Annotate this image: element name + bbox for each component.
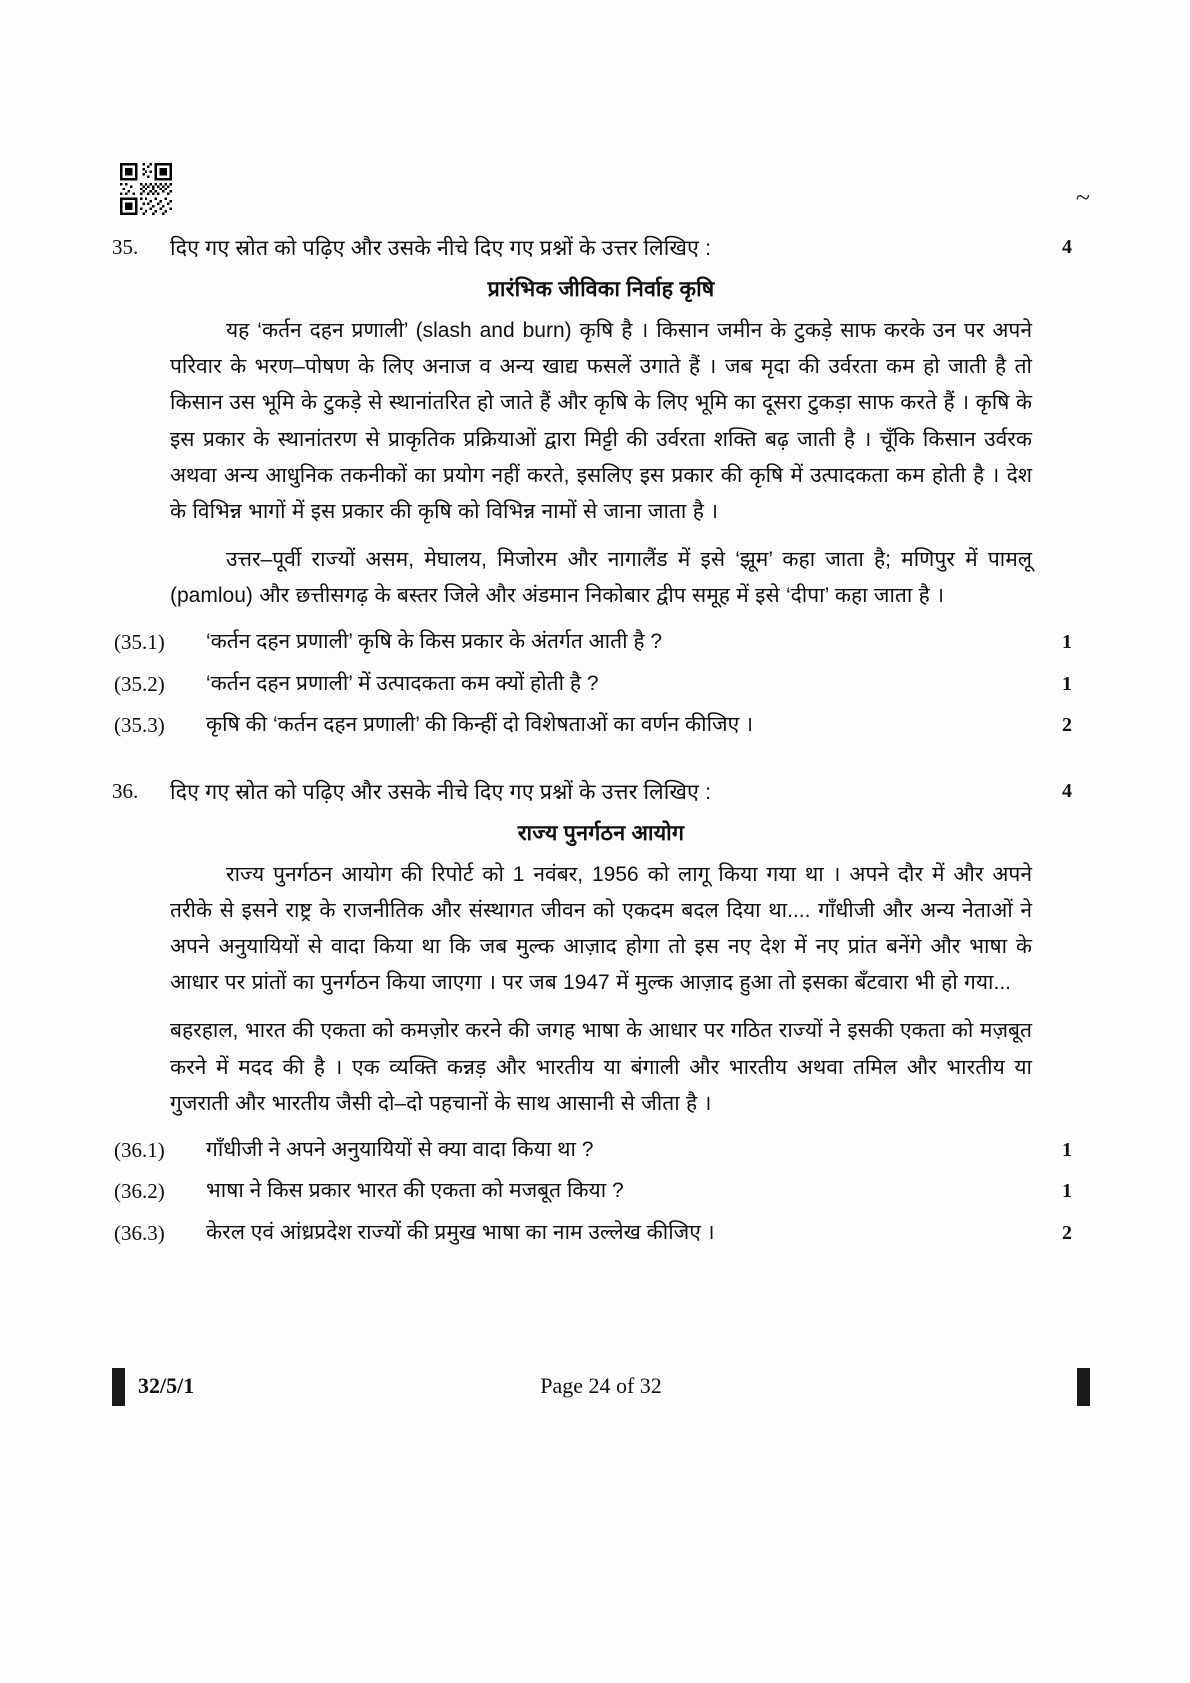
- source-title-36: राज्य पुनर्गठन आयोग: [517, 821, 685, 846]
- source-paragraph: यह ‘कर्तन दहन प्रणाली’ (slash and burn) कृषि है । किसान जमीन के टुकड़े साफ करके उन पर अपने परिवार के भरण–पोषण के लिए अनाज व अन्य खाद्य फसलें उगाते हैं । जब मृदा की उर्वरता कम हो जाती है तो किसान उस भूमि के टुकड़े से स्थानांतरित हो जाते हैं और कृषि के लिए भूमि का दूसरा टुकड़ा साफ करते हैं । कृषि के इस प्रकार के स्थानांतरण से प्राकृतिक प्रक्रियाओं द्वारा मिट्टी की उर्वरता शक्ति बढ़ जाती है । चूँकि किसान उर्वरक अथवा अन्य आधुनिक तकनीकों का प्रयोग नहीं करते, इसलिए इस प्रकार की कृषि में उत्पादकता कम होती है । देश के विभिन्न भागों में इस प्रकार की कृषि को विभिन्न नामों से जाना जाता है ।: [170, 319, 1032, 523]
- source-paragraph: उत्तर–पूर्वी राज्यों असम, मेघालय, मिजोरम और नागालैंड में इसे ‘झूम’ कहा जाता है; मणिपुर में पामलू (pamlou) और छत्तीसगढ़ के बस्तर जिले और अंडमान निकोबार द्वीप समूह में इसे ‘दीपा’ कहा जाता है ।: [170, 547, 1032, 608]
- sub-question-marks: 1: [1062, 1180, 1072, 1203]
- sub-question-36-1: [112, 1134, 1072, 1167]
- sub-question-label: (36.2): [114, 1179, 165, 1204]
- sub-question-marks: 1: [1062, 631, 1072, 654]
- source-paragraph: बहरहाल, भारत की एकता को कमज़ोर करने की जगह भाषा के आधार पर गठित राज्यों ने इसकी एकता को मज़बूत करने में मदद की है । एक व्यक्ति कन्नड़ और भारतीय या बंगाली और भारतीय अथवा तमिल और भारतीय या गुजराती और भारतीय जैसी दो–दो पहचानों के साथ आसानी से जीता है ।: [170, 1019, 1032, 1115]
- corner-mark: ~: [1075, 183, 1090, 212]
- question-36-header: [112, 776, 1072, 808]
- sub-question-marks: 2: [1062, 714, 1072, 737]
- sub-question-text: ‘कर्तन दहन प्रणाली’ कृषि के किस प्रकार के अंतर्गत आती है ?: [206, 630, 663, 654]
- question-36-source: [170, 818, 1032, 1122]
- sub-question-marks: 2: [1062, 1221, 1072, 1244]
- sub-question-36-2: [112, 1175, 1072, 1208]
- question-36-number: 36.: [112, 778, 139, 803]
- question-35-header: [112, 232, 1072, 264]
- sub-question-label: (35.2): [114, 671, 165, 696]
- question-block-36: [112, 776, 1072, 1250]
- sub-question-text: गाँधीजी ने अपने अनुयायियों से क्या वादा किया था ?: [206, 1137, 594, 1161]
- paper-code: 32/5/1: [138, 1373, 195, 1398]
- page-number: Page 24 of 32: [540, 1373, 662, 1398]
- sub-question-text: भाषा ने किस प्रकार भारत की एकता को मजबूत किया ?: [206, 1179, 624, 1203]
- source-paragraph: राज्य पुनर्गठन आयोग की रिपोर्ट को 1 नवंबर, 1956 को लागू किया गया था । अपने दौर में और अपने तरीके से इसने राष्ट्र के राजनीतिक और संस्थागत जीवन को एकदम बदल दिया था.... गाँधीजी और अन्य नेताओं ने अपने अनुयायियों से वादा किया था कि जब मुल्क आज़ाद होगा तो इस नए देश में नए प्रांत बनेंगे और भाषा के आधार पर प्रांतों का पुनर्गठन किया जाएगा । पर जब 1947 में मुल्क आज़ाद हुआ तो इसका बँटवारा भी हो गया...: [170, 863, 1032, 995]
- sub-question-text: कृषि की ‘कर्तन दहन प्रणाली’ की किन्हीं दो विशेषताओं का वर्णन कीजिए ।: [206, 713, 754, 737]
- sub-question-35-3: [112, 709, 1072, 742]
- sub-question-text: केरल एवं आंध्रप्रदेश राज्यों की प्रमुख भाषा का नाम उल्लेख कीजिए ।: [206, 1220, 715, 1244]
- question-content: [112, 232, 1072, 1249]
- question-35-source: [170, 274, 1032, 614]
- question-36-marks: 4: [1062, 779, 1072, 802]
- sub-question-label: (36.1): [114, 1137, 165, 1162]
- sub-question-label: (35.1): [114, 630, 165, 655]
- footer-bar-right: [1077, 1368, 1090, 1406]
- source-title-35: प्रारंभिक जीविका निर्वाह कृषि: [487, 277, 715, 302]
- sub-question-marks: 1: [1062, 1138, 1072, 1161]
- sub-question-36-3: [112, 1217, 1072, 1250]
- sub-question-35-1: [112, 626, 1072, 659]
- sub-question-label: (35.3): [114, 713, 165, 738]
- question-35-number: 35.: [112, 235, 139, 259]
- question-36-stem: दिए गए स्रोत को पढ़िए और उसके नीचे दिए गए प्रश्नों के उत्तर लिखिए :: [170, 779, 712, 804]
- sub-question-text: ‘कर्तन दहन प्रणाली’ में उत्पादकता कम क्यों होती है ?: [206, 671, 599, 695]
- sub-question-35-2: [112, 668, 1072, 701]
- sub-question-label: (36.3): [114, 1220, 165, 1245]
- question-35-marks: 4: [1062, 236, 1072, 258]
- question-35-stem: दिए गए स्रोत को पढ़िए और उसके नीचे दिए गए प्रश्नों के उत्तर लिखिए :: [170, 236, 712, 260]
- page-footer: [112, 1368, 1090, 1408]
- qr-code-icon: [120, 163, 172, 215]
- sub-question-marks: 1: [1062, 672, 1072, 695]
- question-block-35: [112, 232, 1072, 742]
